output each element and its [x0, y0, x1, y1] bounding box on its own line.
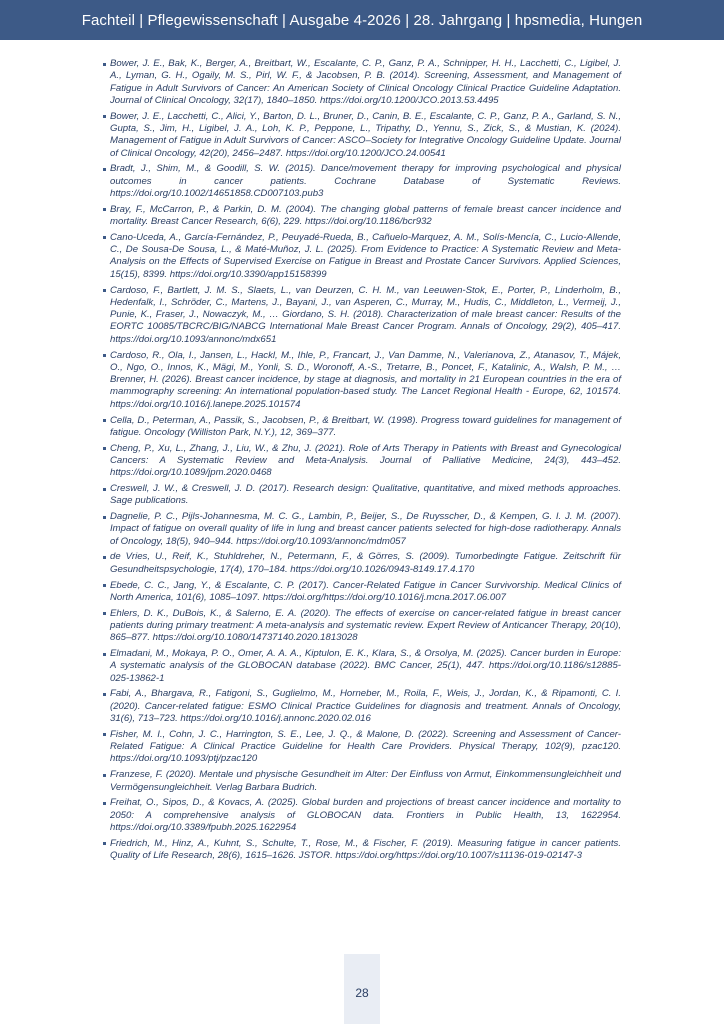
reference-item: Freihat, O., Sipos, D., & Kovacs, A. (2025). Global burden and projections of breast cancer incidence and mortality to 2050: A comprehensive analysis of GLOBOCAN data. Frontiers in Public Health, 13, 1622954. https://doi.org/10.3389/fpubh.2025.1622954 — [103, 797, 621, 834]
reference-item: Friedrich, M., Hinz, A., Kuhnt, S., Schulte, T., Rose, M., & Fischer, F. (2019). Measuring fatigue in cancer patients. Quality of Life Research, 28(6), 1615–1626. JSTOR. https://doi.org/https://doi.org/10.1007/s11136-019-02147-3 — [103, 838, 621, 863]
reference-item: Bray, F., McCarron, P., & Parkin, D. M. (2004). The changing global patterns of female breast cancer incidence and mortality. Breast Cancer Research, 6(6), 229. https://doi.org/10.1186/bcr932 — [103, 204, 621, 229]
reference-item: Elmadani, M., Mokaya, P. O., Omer, A. A. A., Kiptulon, E. K., Klara, S., & Orsolya, M. (2025). Cancer burden in Europe: A systematic analysis of the GLOBOCAN database (2022). BMC Cancer, 25(1), 447. https://doi.org/10.1186/s12885-025-13862-1 — [103, 648, 621, 685]
reference-item: Dagnelie, P. C., Pijls-Johannesma, M. C. G., Lambin, P., Beijer, S., De Ruysscher, D., & Kempen, G. I. J. M. (2007). Impact of fatigue on overall quality of life in lung and breast cancer patients selected for high-dose radiotherapy. Annals of Oncology, 18(5), 940–944. https://doi.org/10.1093/annonc/mdm057 — [103, 511, 621, 548]
reference-item: Fisher, M. I., Cohn, J. C., Harrington, S. E., Lee, J. Q., & Malone, D. (2022). Screening and Assessment of Cancer-Related Fatigue: A Clinical Practice Guideline for Health Care Providers. Physical Therapy, 102(9), pzac120. https://doi.org/10.1093/ptj/pzac120 — [103, 729, 621, 766]
reference-item: Ebede, C. C., Jang, Y., & Escalante, C. P. (2017). Cancer-Related Fatigue in Cancer Survivorship. Medical Clinics of North America, 101(6), 1085–1097. https://doi.org/https://doi.org/10.1016/j.mcna.2017.06.007 — [103, 580, 621, 605]
reference-item: Cheng, P., Xu, L., Zhang, J., Liu, W., & Zhu, J. (2021). Role of Arts Therapy in Patients with Breast and Gynecological Cancers: A Systematic Review and Meta-Analysis. Journal of Palliative Medicine, 24(3), 443–452. https://doi.org/10.1089/jpm.2020.0468 — [103, 443, 621, 480]
reference-item: Cano-Uceda, A., García-Fernández, P., Peuyadé-Rueda, B., Cañuelo-Marquez, A. M., Solís-Mencía, C., Lucio-Allende, C., De Sousa-De Sousa, L., & Maté-Muñoz, J. L. (2025). From Evidence to Practice: A Systematic Review and Meta-Analysis on the Effects of Supervised Exercise on Fatigue in Breast and Prostate Cancer Survivors. Applied Sciences, 15(15), 8399. https://doi.org/10.3390/app15158399 — [103, 232, 621, 281]
page-number-box — [344, 954, 380, 1024]
reference-item: de Vries, U., Reif, K., Stuhldreher, N., Petermann, F., & Görres, S. (2009). Tumorbedingte Fatigue. Zeitschrift für Gesundheitspsychologie, 17(4), 170–184. https://doi.org/10.1026/0943-8149.17.4.170 — [103, 551, 621, 576]
page-header — [0, 0, 724, 40]
reference-list — [103, 58, 621, 866]
reference-item: Fabi, A., Bhargava, R., Fatigoni, S., Guglielmo, M., Horneber, M., Roila, F., Weis, J., Jordan, K., & Ripamonti, C. I. (2020). Cancer-related fatigue: ESMO Clinical Practice Guidelines for diagnosis and treatment. Annals of Oncology, 31(6), 713–723. https://doi.org/10.1016/j.annonc.2020.02.016 — [103, 688, 621, 725]
page-number: 28 — [355, 986, 369, 1000]
reference-item: Bradt, J., Shim, M., & Goodill, S. W. (2015). Dance/movement therapy for improving psychological and physical outcomes in cancer patients. Cochrane Database of Systematic Reviews. https://doi.org/10.1002/14651858.CD007103.pub3 — [103, 163, 621, 200]
header-title: Fachteil | Pflegewissenschaft | Ausgabe 4-2026 | 28. Jahrgang | hpsmedia, Hungen — [81, 11, 643, 29]
reference-item: Cardoso, F., Bartlett, J. M. S., Slaets, L., van Deurzen, C. H. M., van Leeuwen-Stok, E., Porter, P., Linderholm, B., Hedenfalk, I., Schröder, C., Martens, J., Bayani, J., van Asperen, C., Murray, M., Hudis, C., Middleton, L., Vermeij, J., Punie, K., Fraser, J., Nowaczyk, M., … Giordano, S. H. (2018). Characterization of male breast cancer: Results of the EORTC 10085/TBCRC/BIG/NABCG International Male Breast Cancer Program. Annals of Oncology, 29(2), 405–417. https://doi.org/10.1093/annonc/mdx651 — [103, 285, 621, 346]
reference-item: Franzese, F. (2020). Mentale und physische Gesundheit im Alter: Der Einfluss von Armut, Einkommensungleichheit und Vermögensungleichheit. Verlag Barbara Budrich. — [103, 769, 621, 794]
reference-item: Creswell, J. W., & Creswell, J. D. (2017). Research design: Qualitative, quantitative, and mixed methods approaches. Sage publications. — [103, 483, 621, 508]
reference-item: Ehlers, D. K., DuBois, K., & Salerno, E. A. (2020). The effects of exercise on cancer-related fatigue in breast cancer patients during primary treatment: A meta-analysis and systematic review. Expert Review of Anticancer Therapy, 20(10), 865–877. https://doi.org/10.1080/14737140.2020.1813028 — [103, 608, 621, 645]
reference-item: Bower, J. E., Bak, K., Berger, A., Breitbart, W., Escalante, C. P., Ganz, P. A., Schnipper, H. H., Lacchetti, C., Ligibel, J. A., Lyman, G. H., Ogaily, M. S., Pirl, W. F., & Jacobsen, P. B. (2014). Screening, Assessment, and Management of Fatigue in Adult Survivors of Cancer: An American Society of Clinical Oncology Clinical Practice Guideline Adaptation. Journal of Clinical Oncology, 32(17), 1840–1850. https://doi.org/10.1200/JCO.2013.53.4495 — [103, 58, 621, 107]
reference-item: Cella, D., Peterman, A., Passik, S., Jacobsen, P., & Breitbart, W. (1998). Progress toward guidelines for management of fatigue. Oncology (Williston Park, N.Y.), 12, 369–377. — [103, 415, 621, 440]
reference-item: Cardoso, R., Ola, I., Jansen, L., Hackl, M., Ihle, P., Francart, J., Van Damme, N., Valerianova, Z., Atanasov, T., Májek, O., Ngo, O., Innos, K., Mägi, M., Yonli, S. D., Woronoff, A.-S., Tretarre, B., Poncet, F., Katalinic, A., Walsh, P. M., … Brenner, H. (2026). Breast cancer incidence, by stage at diagnosis, and mortality in 21 European countries in the era of mammography screening: An international population-based study. The Lancet Regional Health - Europe, 62, 101574. https://doi.org/10.1016/j.lanepe.2025.101574 — [103, 350, 621, 411]
reference-item: Bower, J. E., Lacchetti, C., Alici, Y., Barton, D. L., Bruner, D., Canin, B. E., Escalante, C. P., Ganz, P. A., Garland, S. N., Gupta, S., Jim, H., Ligibel, J. A., Loh, K. P., Peppone, L., Tripathy, D., Yennu, S., Zick, S., & Mustian, K. (2024). Management of Fatigue in Adult Survivors of Cancer: ASCO–Society for Integrative Oncology Guideline Update. Journal of Clinical Oncology, 42(20), 2456–2487. https://doi.org/10.1200/JCO.24.00541 — [103, 111, 621, 160]
